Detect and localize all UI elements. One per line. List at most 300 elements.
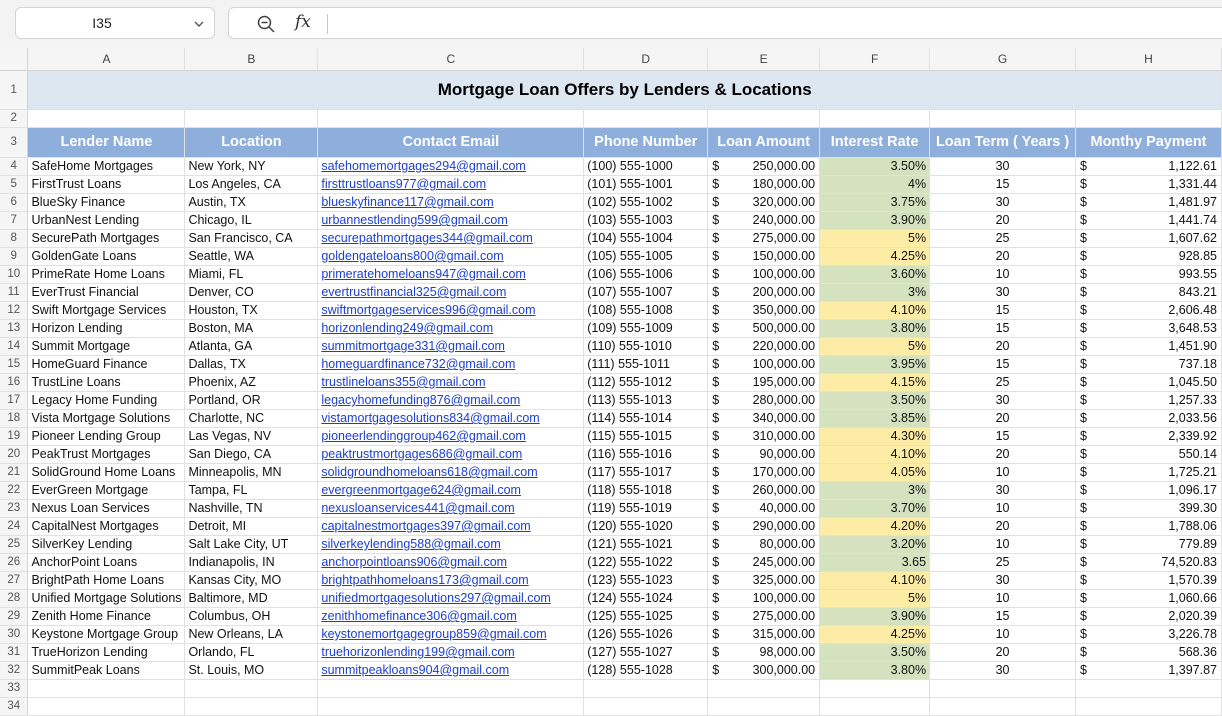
amount-cell[interactable] [708, 193, 820, 211]
location-cell[interactable]: Detroit, MI [185, 517, 318, 535]
amount-cell[interactable] [708, 625, 820, 643]
amount-cell[interactable] [708, 319, 820, 337]
location-cell[interactable]: Houston, TX [185, 301, 318, 319]
rate-cell[interactable]: 4.10% [820, 571, 930, 589]
payment-cell[interactable] [1076, 283, 1222, 301]
rate-cell[interactable]: 4.30% [820, 427, 930, 445]
lender-cell[interactable]: Summit Mortgage [28, 337, 185, 355]
email-cell[interactable] [318, 427, 584, 445]
lender-cell[interactable]: EverTrust Financial [28, 283, 185, 301]
cell[interactable] [185, 109, 318, 127]
lender-cell[interactable]: UrbanNest Lending [28, 211, 185, 229]
email-cell[interactable] [318, 319, 584, 337]
column-header-d[interactable]: D [584, 48, 708, 70]
amount-cell[interactable] [708, 535, 820, 553]
location-cell[interactable]: New York, NY [185, 157, 318, 175]
amount-cell[interactable] [708, 175, 820, 193]
amount-cell[interactable] [708, 355, 820, 373]
email-cell[interactable] [318, 481, 584, 499]
amount-cell[interactable] [708, 589, 820, 607]
lender-cell[interactable]: Nexus Loan Services [28, 499, 185, 517]
row-header[interactable]: 14 [0, 337, 28, 355]
cell[interactable] [318, 679, 584, 697]
phone-cell[interactable]: (121) 555-1021 [584, 535, 708, 553]
rate-cell[interactable]: 3.95% [820, 355, 930, 373]
row-header[interactable]: 4 [0, 157, 28, 175]
row-header[interactable]: 21 [0, 463, 28, 481]
phone-cell[interactable]: (113) 555-1013 [584, 391, 708, 409]
payment-cell[interactable] [1076, 427, 1222, 445]
zoom-out-icon[interactable] [256, 14, 276, 34]
lender-cell[interactable]: EverGreen Mortgage [28, 481, 185, 499]
rate-cell[interactable]: 3.20% [820, 535, 930, 553]
term-cell[interactable]: 15 [930, 355, 1076, 373]
amount-cell[interactable] [708, 661, 820, 679]
header-email[interactable]: Contact Email [318, 127, 584, 157]
phone-cell[interactable]: (107) 555-1007 [584, 283, 708, 301]
term-cell[interactable]: 20 [930, 337, 1076, 355]
location-cell[interactable]: San Diego, CA [185, 445, 318, 463]
phone-cell[interactable]: (125) 555-1025 [584, 607, 708, 625]
term-cell[interactable]: 30 [930, 481, 1076, 499]
phone-cell[interactable]: (110) 555-1010 [584, 337, 708, 355]
email-link[interactable]: securepathmortgages344@gmail.com [321, 231, 533, 245]
term-cell[interactable]: 20 [930, 643, 1076, 661]
rate-cell[interactable]: 3% [820, 283, 930, 301]
phone-cell[interactable]: (104) 555-1004 [584, 229, 708, 247]
column-header-c[interactable]: C [318, 48, 584, 70]
amount-cell[interactable] [708, 409, 820, 427]
location-cell[interactable]: New Orleans, LA [185, 625, 318, 643]
email-link[interactable]: blueskyfinance117@gmail.com [321, 195, 494, 209]
term-cell[interactable]: 20 [930, 211, 1076, 229]
location-cell[interactable]: Austin, TX [185, 193, 318, 211]
row-header[interactable]: 11 [0, 283, 28, 301]
payment-cell[interactable] [1076, 175, 1222, 193]
row-header[interactable]: 31 [0, 643, 28, 661]
location-cell[interactable]: Miami, FL [185, 265, 318, 283]
term-cell[interactable]: 10 [930, 463, 1076, 481]
payment-cell[interactable] [1076, 481, 1222, 499]
term-cell[interactable]: 30 [930, 157, 1076, 175]
payment-cell[interactable] [1076, 463, 1222, 481]
row-header[interactable]: 27 [0, 571, 28, 589]
cell[interactable] [930, 697, 1076, 715]
row-header[interactable]: 9 [0, 247, 28, 265]
email-cell[interactable] [318, 589, 584, 607]
cell[interactable] [1076, 109, 1222, 127]
cell[interactable] [708, 679, 820, 697]
payment-cell[interactable] [1076, 589, 1222, 607]
lender-cell[interactable]: PeakTrust Mortgages [28, 445, 185, 463]
amount-cell[interactable] [708, 301, 820, 319]
payment-cell[interactable] [1076, 301, 1222, 319]
email-link[interactable]: safehomemortgages294@gmail.com [321, 159, 526, 173]
location-cell[interactable]: Dallas, TX [185, 355, 318, 373]
rate-cell[interactable]: 3.50% [820, 157, 930, 175]
email-link[interactable]: brightpathhomeloans173@gmail.com [321, 573, 529, 587]
row-header[interactable]: 10 [0, 265, 28, 283]
lender-cell[interactable]: HomeGuard Finance [28, 355, 185, 373]
header-rate[interactable]: Interest Rate [820, 127, 930, 157]
payment-cell[interactable] [1076, 355, 1222, 373]
cell[interactable] [930, 109, 1076, 127]
column-header-g[interactable]: G [930, 48, 1076, 70]
cell[interactable] [708, 697, 820, 715]
cell[interactable] [185, 697, 318, 715]
email-link[interactable]: urbannestlending599@gmail.com [321, 213, 508, 227]
select-all-corner[interactable] [0, 48, 28, 70]
row-header[interactable]: 26 [0, 553, 28, 571]
term-cell[interactable]: 20 [930, 445, 1076, 463]
term-cell[interactable]: 25 [930, 553, 1076, 571]
amount-cell[interactable] [708, 247, 820, 265]
term-cell[interactable]: 10 [930, 625, 1076, 643]
email-link[interactable]: firsttrustloans977@gmail.com [321, 177, 487, 191]
amount-cell[interactable] [708, 427, 820, 445]
cell[interactable] [584, 697, 708, 715]
payment-cell[interactable] [1076, 643, 1222, 661]
email-cell[interactable] [318, 445, 584, 463]
term-cell[interactable]: 30 [930, 193, 1076, 211]
amount-cell[interactable] [708, 517, 820, 535]
sheet-title[interactable]: Mortgage Loan Offers by Lenders & Locations [28, 70, 1222, 109]
location-cell[interactable]: Seattle, WA [185, 247, 318, 265]
formula-input[interactable] [228, 7, 1222, 39]
rate-cell[interactable]: 4.25% [820, 625, 930, 643]
lender-cell[interactable]: AnchorPoint Loans [28, 553, 185, 571]
payment-cell[interactable] [1076, 445, 1222, 463]
location-cell[interactable]: Tampa, FL [185, 481, 318, 499]
email-cell[interactable] [318, 373, 584, 391]
phone-cell[interactable]: (114) 555-1014 [584, 409, 708, 427]
amount-cell[interactable] [708, 643, 820, 661]
row-header[interactable]: 15 [0, 355, 28, 373]
email-cell[interactable] [318, 553, 584, 571]
lender-cell[interactable]: GoldenGate Loans [28, 247, 185, 265]
rate-cell[interactable]: 3.70% [820, 499, 930, 517]
row-header[interactable]: 23 [0, 499, 28, 517]
row-header[interactable]: 1 [0, 70, 28, 109]
cell[interactable] [708, 109, 820, 127]
email-link[interactable]: vistamortgagesolutions834@gmail.com [321, 411, 540, 425]
term-cell[interactable]: 20 [930, 247, 1076, 265]
email-cell[interactable] [318, 661, 584, 679]
phone-cell[interactable]: (124) 555-1024 [584, 589, 708, 607]
amount-cell[interactable] [708, 463, 820, 481]
payment-cell[interactable] [1076, 229, 1222, 247]
location-cell[interactable]: Charlotte, NC [185, 409, 318, 427]
row-header[interactable]: 20 [0, 445, 28, 463]
email-cell[interactable] [318, 571, 584, 589]
row-header[interactable]: 30 [0, 625, 28, 643]
row-header[interactable]: 5 [0, 175, 28, 193]
phone-cell[interactable]: (115) 555-1015 [584, 427, 708, 445]
email-link[interactable]: peaktrustmortgages686@gmail.com [321, 447, 523, 461]
rate-cell[interactable]: 4.15% [820, 373, 930, 391]
rate-cell[interactable]: 3% [820, 481, 930, 499]
header-lender[interactable]: Lender Name [28, 127, 185, 157]
lender-cell[interactable]: FirstTrust Loans [28, 175, 185, 193]
cell[interactable] [28, 679, 185, 697]
email-link[interactable]: horizonlending249@gmail.com [321, 321, 494, 335]
location-cell[interactable]: Atlanta, GA [185, 337, 318, 355]
header-location[interactable]: Location [185, 127, 318, 157]
chevron-down-icon[interactable] [192, 17, 206, 31]
header-phone[interactable]: Phone Number [584, 127, 708, 157]
cell[interactable] [820, 679, 930, 697]
payment-cell[interactable] [1076, 409, 1222, 427]
email-cell[interactable] [318, 643, 584, 661]
email-cell[interactable] [318, 157, 584, 175]
email-link[interactable]: swiftmortgageservices996@gmail.com [321, 303, 536, 317]
email-link[interactable]: summitmortgage331@gmail.com [321, 339, 505, 353]
amount-cell[interactable] [708, 445, 820, 463]
email-cell[interactable] [318, 499, 584, 517]
row-header[interactable]: 12 [0, 301, 28, 319]
payment-cell[interactable] [1076, 157, 1222, 175]
email-link[interactable]: solidgroundhomeloans618@gmail.com [321, 465, 538, 479]
lender-cell[interactable]: SolidGround Home Loans [28, 463, 185, 481]
term-cell[interactable]: 15 [930, 427, 1076, 445]
rate-cell[interactable]: 3.75% [820, 193, 930, 211]
lender-cell[interactable]: SummitPeak Loans [28, 661, 185, 679]
row-header[interactable]: 2 [0, 109, 28, 127]
rate-cell[interactable]: 3.85% [820, 409, 930, 427]
payment-cell[interactable] [1076, 553, 1222, 571]
row-header[interactable]: 7 [0, 211, 28, 229]
cell[interactable] [1076, 679, 1222, 697]
row-header[interactable]: 34 [0, 697, 28, 715]
term-cell[interactable]: 15 [930, 175, 1076, 193]
cell[interactable] [28, 697, 185, 715]
email-link[interactable]: goldengateloans800@gmail.com [321, 249, 504, 263]
email-link[interactable]: primeratehomeloans947@gmail.com [321, 267, 526, 281]
payment-cell[interactable] [1076, 193, 1222, 211]
header-term[interactable]: Loan Term ( Years ) [930, 127, 1076, 157]
lender-cell[interactable]: Pioneer Lending Group [28, 427, 185, 445]
email-link[interactable]: truehorizonlending199@gmail.com [321, 645, 515, 659]
rate-cell[interactable]: 4% [820, 175, 930, 193]
term-cell[interactable]: 10 [930, 589, 1076, 607]
phone-cell[interactable]: (111) 555-1011 [584, 355, 708, 373]
rate-cell[interactable]: 5% [820, 229, 930, 247]
name-box[interactable] [15, 7, 215, 39]
payment-cell[interactable] [1076, 499, 1222, 517]
payment-cell[interactable] [1076, 661, 1222, 679]
term-cell[interactable]: 25 [930, 373, 1076, 391]
header-amount[interactable]: Loan Amount [708, 127, 820, 157]
row-header[interactable]: 3 [0, 127, 28, 157]
lender-cell[interactable]: Vista Mortgage Solutions [28, 409, 185, 427]
email-cell[interactable] [318, 391, 584, 409]
location-cell[interactable]: Nashville, TN [185, 499, 318, 517]
lender-cell[interactable]: Swift Mortgage Services [28, 301, 185, 319]
rate-cell[interactable]: 3.90% [820, 211, 930, 229]
lender-cell[interactable]: Unified Mortgage Solutions [28, 589, 185, 607]
email-link[interactable]: pioneerlendinggroup462@gmail.com [321, 429, 526, 443]
location-cell[interactable]: Las Vegas, NV [185, 427, 318, 445]
row-header[interactable]: 16 [0, 373, 28, 391]
phone-cell[interactable]: (120) 555-1020 [584, 517, 708, 535]
cell[interactable] [584, 679, 708, 697]
amount-cell[interactable] [708, 229, 820, 247]
amount-cell[interactable] [708, 553, 820, 571]
cell[interactable] [584, 109, 708, 127]
rate-cell[interactable]: 5% [820, 337, 930, 355]
email-cell[interactable] [318, 517, 584, 535]
email-link[interactable]: evergreenmortgage624@gmail.com [321, 483, 521, 497]
row-header[interactable]: 6 [0, 193, 28, 211]
amount-cell[interactable] [708, 499, 820, 517]
cell[interactable] [1076, 697, 1222, 715]
phone-cell[interactable]: (118) 555-1018 [584, 481, 708, 499]
amount-cell[interactable] [708, 157, 820, 175]
term-cell[interactable]: 15 [930, 607, 1076, 625]
phone-cell[interactable]: (122) 555-1022 [584, 553, 708, 571]
location-cell[interactable]: Baltimore, MD [185, 589, 318, 607]
location-cell[interactable]: Phoenix, AZ [185, 373, 318, 391]
location-cell[interactable]: Denver, CO [185, 283, 318, 301]
rate-cell[interactable]: 4.25% [820, 247, 930, 265]
term-cell[interactable]: 20 [930, 409, 1076, 427]
payment-cell[interactable] [1076, 337, 1222, 355]
payment-cell[interactable] [1076, 391, 1222, 409]
row-header[interactable]: 13 [0, 319, 28, 337]
lender-cell[interactable]: BlueSky Finance [28, 193, 185, 211]
row-header[interactable]: 29 [0, 607, 28, 625]
row-header[interactable]: 8 [0, 229, 28, 247]
rate-cell[interactable]: 4.20% [820, 517, 930, 535]
email-link[interactable]: anchorpointloans906@gmail.com [321, 555, 508, 569]
email-cell[interactable] [318, 625, 584, 643]
term-cell[interactable]: 30 [930, 661, 1076, 679]
amount-cell[interactable] [708, 571, 820, 589]
phone-cell[interactable]: (123) 555-1023 [584, 571, 708, 589]
lender-cell[interactable]: CapitalNest Mortgages [28, 517, 185, 535]
lender-cell[interactable]: Zenith Home Finance [28, 607, 185, 625]
row-header[interactable]: 19 [0, 427, 28, 445]
amount-cell[interactable] [708, 607, 820, 625]
phone-cell[interactable]: (105) 555-1005 [584, 247, 708, 265]
email-cell[interactable] [318, 211, 584, 229]
email-cell[interactable] [318, 193, 584, 211]
column-header-h[interactable]: H [1076, 48, 1222, 70]
lender-cell[interactable]: TrueHorizon Lending [28, 643, 185, 661]
email-cell[interactable] [318, 265, 584, 283]
phone-cell[interactable]: (117) 555-1017 [584, 463, 708, 481]
location-cell[interactable]: St. Louis, MO [185, 661, 318, 679]
lender-cell[interactable]: TrustLine Loans [28, 373, 185, 391]
term-cell[interactable]: 15 [930, 319, 1076, 337]
email-link[interactable]: summitpeakloans904@gmail.com [321, 663, 510, 677]
phone-cell[interactable]: (101) 555-1001 [584, 175, 708, 193]
location-cell[interactable]: San Francisco, CA [185, 229, 318, 247]
payment-cell[interactable] [1076, 247, 1222, 265]
cell[interactable] [930, 679, 1076, 697]
email-cell[interactable] [318, 229, 584, 247]
lender-cell[interactable]: Keystone Mortgage Group [28, 625, 185, 643]
term-cell[interactable]: 30 [930, 571, 1076, 589]
email-cell[interactable] [318, 247, 584, 265]
rate-cell[interactable]: 3.80% [820, 661, 930, 679]
row-header[interactable]: 17 [0, 391, 28, 409]
rate-cell[interactable]: 3.80% [820, 319, 930, 337]
email-cell[interactable] [318, 355, 584, 373]
amount-cell[interactable] [708, 211, 820, 229]
row-header[interactable]: 22 [0, 481, 28, 499]
term-cell[interactable]: 30 [930, 283, 1076, 301]
cell[interactable] [820, 697, 930, 715]
phone-cell[interactable]: (106) 555-1006 [584, 265, 708, 283]
row-header[interactable]: 24 [0, 517, 28, 535]
phone-cell[interactable]: (128) 555-1028 [584, 661, 708, 679]
email-link[interactable]: trustlineloans355@gmail.com [321, 375, 486, 389]
amount-cell[interactable] [708, 283, 820, 301]
location-cell[interactable]: Indianapolis, IN [185, 553, 318, 571]
amount-cell[interactable] [708, 373, 820, 391]
email-cell[interactable] [318, 607, 584, 625]
lender-cell[interactable]: SecurePath Mortgages [28, 229, 185, 247]
email-link[interactable]: silverkeylending588@gmail.com [321, 537, 501, 551]
location-cell[interactable]: Portland, OR [185, 391, 318, 409]
email-cell[interactable] [318, 301, 584, 319]
email-link[interactable]: evertrustfinancial325@gmail.com [321, 285, 507, 299]
location-cell[interactable]: Kansas City, MO [185, 571, 318, 589]
term-cell[interactable]: 15 [930, 301, 1076, 319]
cell[interactable] [318, 109, 584, 127]
phone-cell[interactable]: (112) 555-1012 [584, 373, 708, 391]
cell[interactable] [820, 109, 930, 127]
payment-cell[interactable] [1076, 265, 1222, 283]
email-cell[interactable] [318, 535, 584, 553]
rate-cell[interactable]: 3.90% [820, 607, 930, 625]
phone-cell[interactable]: (108) 555-1008 [584, 301, 708, 319]
column-header-b[interactable]: B [185, 48, 318, 70]
term-cell[interactable]: 10 [930, 499, 1076, 517]
row-header[interactable]: 18 [0, 409, 28, 427]
amount-cell[interactable] [708, 391, 820, 409]
amount-cell[interactable] [708, 337, 820, 355]
column-header-a[interactable]: A [28, 48, 185, 70]
email-link[interactable]: capitalnestmortgages397@gmail.com [321, 519, 531, 533]
cell[interactable] [28, 109, 185, 127]
phone-cell[interactable]: (119) 555-1019 [584, 499, 708, 517]
rate-cell[interactable]: 4.10% [820, 445, 930, 463]
lender-cell[interactable]: Legacy Home Funding [28, 391, 185, 409]
row-header[interactable]: 33 [0, 679, 28, 697]
phone-cell[interactable]: (126) 555-1026 [584, 625, 708, 643]
rate-cell[interactable]: 4.10% [820, 301, 930, 319]
header-payment[interactable]: Monthy Payment [1076, 127, 1222, 157]
email-link[interactable]: keystonemortgagegroup859@gmail.com [321, 627, 547, 641]
phone-cell[interactable]: (127) 555-1027 [584, 643, 708, 661]
payment-cell[interactable] [1076, 211, 1222, 229]
lender-cell[interactable]: PrimeRate Home Loans [28, 265, 185, 283]
location-cell[interactable]: Los Angeles, CA [185, 175, 318, 193]
term-cell[interactable]: 25 [930, 229, 1076, 247]
email-link[interactable]: unifiedmortgagesolutions297@gmail.com [321, 591, 551, 605]
row-header[interactable]: 28 [0, 589, 28, 607]
column-header-f[interactable]: F [820, 48, 930, 70]
email-cell[interactable] [318, 283, 584, 301]
rate-cell[interactable]: 5% [820, 589, 930, 607]
email-cell[interactable] [318, 337, 584, 355]
rate-cell[interactable]: 3.60% [820, 265, 930, 283]
fx-icon[interactable]: fx [295, 12, 311, 32]
phone-cell[interactable]: (100) 555-1000 [584, 157, 708, 175]
location-cell[interactable]: Orlando, FL [185, 643, 318, 661]
